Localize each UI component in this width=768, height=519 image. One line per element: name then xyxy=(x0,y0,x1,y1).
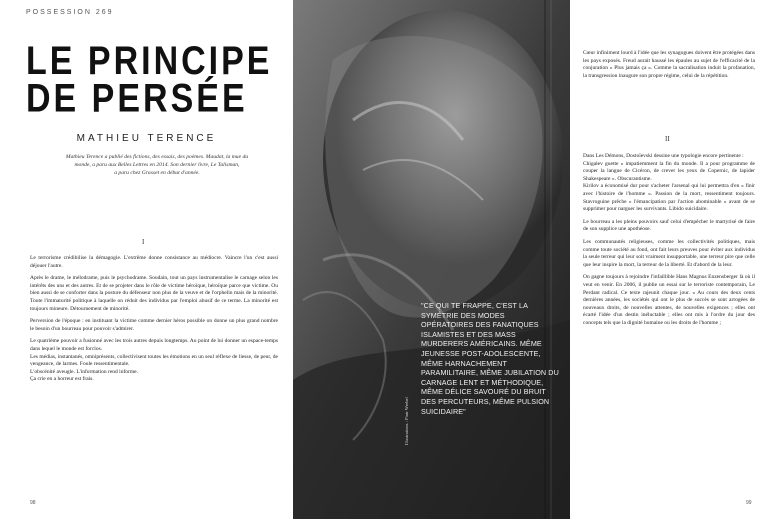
paragraph: L'obscénité aveugle. L'information rend informe. xyxy=(30,368,138,375)
right-page xyxy=(570,0,768,519)
intro-line: Mathieu Terence a publié des fictions, des essais, des poèmes. Maudat, la mue du xyxy=(65,154,249,160)
paragraph: Cœur infiniment lourd à l'idée que les synagogues doivent être protégées dans les pays exposés. Freud aurait haussé les épaules au sujet de l'efficacité de la conjuration « Plus jamais ça ». Comme la sacralisation induit la profanation, la transgression inaugure son propre régime, celui de la répétition. xyxy=(583,50,755,79)
paragraph: Dans Les Démons, Dostoïevski dessine une typologie encore pertinente : xyxy=(583,153,744,159)
paragraph: Le terrorisme crédibilise la démagogie. L'extrême donne consistance au médiocre. Vaincre l'un c'est aussi déjouer l'autre. xyxy=(30,255,278,269)
author-name: MATHIEU TERENCE xyxy=(76,133,217,144)
paragraph: Après le drame, le mélodrame, puis le psychodrame. Soudain, tout un pays instrumentalise le carnage selon les intérêts des uns et des autres. Et de se projeter dans le rôle de victime héroïque, héroïque parce que victime. Ou bien aussi de se conforter dans la posture du défenseur non plus de la veuve et de l'orphelin mais de la minorité. Toute l'immaturité politique à laquelle on réduit des individus par l'emploi abusif de ce terme. La minorité est toujours mineure. Détournement de minorité. xyxy=(30,275,278,312)
paragraph: Kirilov a économisé dur pour s'acheter l'arsenal qui lui permettra d'en « finir avec l'histoire de l'homme ». Passion de la mort, ressentiment toujours. Stavroguine prêche « l'émancipation par l'action abominable » avant de se supprimer pour narguer les survivants. Libido suicidaire. xyxy=(583,183,755,213)
paragraph: Le bourreau a les pleins pouvoirs sauf celui d'empêcher le martyrisé de faire de son supplice une apothéose. xyxy=(583,218,755,233)
paragraph: Les médias, instantanés, omniprésents, collectivisent toutes les émotions en un seul réflexe de liesse, de peur, de vengeance, de larmes. Foule ressentimentale. xyxy=(30,353,278,368)
pull-quote: "CE QUI TE FRAPPE, C'EST LA SYMÉTRIE DES MODES OPÉRATOIRES DES FANATIQUES ISLAMISTES ET DES MASS MURDERERS AMÉRICAINS. MÊME JEUNESSE POST-ADOLESCENTE, MÊME HARNACHEMENT PARAMILITAIRE, MÊME JUBILATION DU CARNAGE LENT ET MÉTHODIQUE, MÊME DÉLICE SAVOURÉ DU BRUIT DES PERCUTEURS, MÊME PULSION SUICIDAIRE" xyxy=(421,301,559,416)
author-intro xyxy=(34,153,280,177)
left-page xyxy=(0,0,293,519)
paragraph: Les communautés religieuses, comme les collectivités politiques, mais comme toute société au fond, ont fait leurs preuves pour éviter aux individus la seule terreur qui leur soit vraiment insupportable, une terreur pire que celle que leur inspire la mort, la terreur de la liberté. Et d'abord de la leur. xyxy=(583,238,755,268)
section-two-text xyxy=(583,153,755,332)
title-line-1: LE PRINCIPE xyxy=(26,38,273,84)
intro-line: a paru chez Grasset en début d'année. xyxy=(114,170,200,176)
section-numeral-2: II xyxy=(665,135,670,143)
illustration-photo xyxy=(293,0,570,519)
paragraph: Ça crie en a horreur est frais. xyxy=(30,376,94,383)
paragraph: Chigalev guette « impatiemment la fin du monde. Il a pour programme de couper la langue de Cicéron, de crever les yeux de Copernic, de lapider Shakespeare ». Obscurantisme. xyxy=(583,160,755,182)
page-number-left: 98 xyxy=(30,500,36,506)
intro-line: monde, a paru aux Belles Lettres en 2014. Son dernier livre, Le Talisman, xyxy=(74,162,240,168)
page-number-right: 99 xyxy=(746,500,752,506)
paragraph: On gagne toujours à rejoindre l'infaillible Hans Magnus Enzensberger là où il veut en venir. En 2006, il publie un essai sur le terroriste contemporain, Le Perdant radical. Ce texte rajeunit chaque jour. « Au cours des deux cents dernières années, les sociétés qui ont le plus de succès se sont arrogées de nouveaux droits, de nouvelles attentes, de nouvelles exigences ; elles ont écarté l'idée d'un destin inéluctable ; elles ont mis à l'ordre du jour des concepts tels que la dignité humaine ou les droits de l'homme ; xyxy=(583,274,755,326)
illustration-credit: Illustrations : Piotr Wrebel xyxy=(404,397,409,445)
section-numeral-1: I xyxy=(142,238,145,246)
section-one-text xyxy=(30,255,278,389)
section-kicker: POSSESSION 269 xyxy=(26,9,114,16)
title-line-2: DE PERSÉE xyxy=(26,76,248,122)
right-column-text xyxy=(583,50,755,85)
statue-illustration xyxy=(293,0,570,519)
paragraph: Perversion de l'époque : en instituant la victime comme dernier héros possible on donne un plus grand nombre le besoin d'un bourreau pour pouvoir s'admirer. xyxy=(30,318,278,332)
paragraph: Le quatrième pouvoir a fusionné avec les trois autres depuis longtemps. Au point de lui donner un espace-temps dans lequel le monde est forclos. xyxy=(30,338,278,352)
article-title xyxy=(26,38,273,122)
